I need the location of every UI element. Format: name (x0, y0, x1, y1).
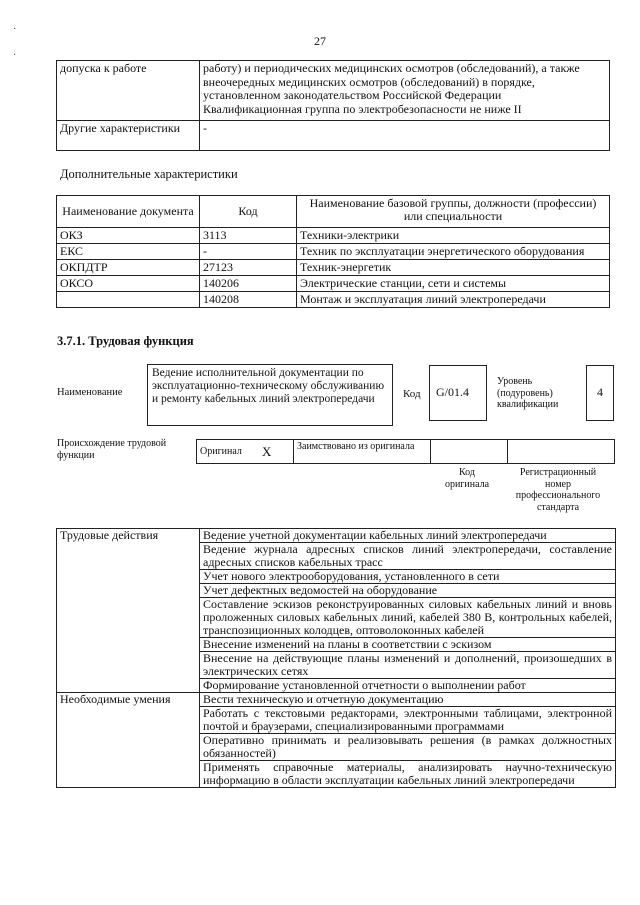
row-name: Техник-энергетик (297, 260, 610, 276)
access-table (56, 60, 610, 151)
row-code: 140208 (200, 292, 297, 308)
labor-action-item: Учет нового электрооборудования, установленного в сети (200, 570, 616, 584)
row-name: Электрические станции, сети и системы (297, 276, 610, 292)
labor-action-item: Внесение на действующие планы изменений и дополнений, произошедших в электрических сетях (200, 652, 616, 679)
labor-action-item: Внесение изменений на планы в соответствии с эскизом (200, 638, 616, 652)
code-value-box: G/01.4 (429, 365, 487, 421)
skill-item: Работать с текстовыми редакторами, электронными таблицами, электронной почтой и браузерами, специализированными программами (200, 707, 616, 734)
additional-table (56, 195, 610, 308)
cell-text: - (200, 121, 610, 151)
original-mark: X (259, 440, 294, 464)
header-doc: Наименование документа (57, 196, 200, 228)
origin-table (196, 439, 615, 464)
row-code: 3113 (200, 228, 297, 244)
row-doc: ЕКС (57, 244, 200, 260)
labor-action-item: Ведение журнала адресных списков линий электропередачи, составление адресных списков кабельных трасс (200, 543, 616, 570)
row-code: 27123 (200, 260, 297, 276)
name-value-box: Ведение исполнительной документации по эксплуатационно-техническому обслуживанию и ремонту кабельных линий электропередачи (147, 364, 393, 426)
row-doc: ОКСО (57, 276, 200, 292)
labor-action-item: Учет дефектных ведомостей на оборудование (200, 584, 616, 598)
row-doc (57, 292, 200, 308)
labor-action-item: Ведение учетной документации кабельных линий электропередачи (200, 529, 616, 543)
actions-table (56, 528, 616, 788)
original-label: Оригинал (197, 440, 260, 464)
skill-item: Оперативно принимать и реализовывать решения (в рамках должностных обязанностей) (200, 734, 616, 761)
reg-caption: Регистрационный номер профессионального стандарта (515, 467, 601, 513)
labor-actions-label: Трудовые действия (57, 529, 200, 693)
row-code: 140206 (200, 276, 297, 292)
reg-number-cell (508, 440, 615, 464)
scan-mark: · (13, 24, 17, 35)
section-heading: 3.7.1. Трудовая функция (57, 334, 194, 348)
row-doc: ОКЗ (57, 228, 200, 244)
name-label: Наименование (57, 387, 123, 398)
row-name: Техник по эксплуатации энергетического оборудования (297, 244, 610, 260)
original-code-cell (431, 440, 508, 464)
code-caption: Код оригинала (444, 467, 490, 490)
skills-label: Необходимые умения (57, 693, 200, 788)
page-number: 27 (314, 34, 326, 48)
code-label: Код (403, 388, 421, 400)
cell-label: Другие характеристики (57, 121, 200, 151)
level-label: Уровень (подуровень) квалификации (497, 376, 559, 410)
skill-item: Вести техническую и отчетную документацию (200, 693, 616, 707)
cell-label: допуска к работе (57, 61, 200, 121)
origin-label: Происхождение трудовой функции (57, 438, 167, 461)
header-name: Наименование базовой группы, должности (профессии) или специальности (297, 196, 610, 228)
additional-heading: Дополнительные характеристики (60, 167, 238, 181)
level-value-box: 4 (586, 365, 614, 421)
skill-item: Применять справочные материалы, анализировать научно-техническую информацию в области эксплуатации кабельных линий электропередачи (200, 761, 616, 788)
borrowed-label: Заимствовано из оригинала (294, 440, 431, 464)
labor-action-item: Формирование установленной отчетности о выполнении работ (200, 679, 616, 693)
labor-action-item: Составление эскизов реконструированных силовых кабельных линий и вновь проложенных силовых кабельных линий, кабелей 380 В, контрольных кабелей, транспозиционных колодцев, оптоволоконных кабелей (200, 598, 616, 638)
row-name: Монтаж и эксплуатация линий электропередачи (297, 292, 610, 308)
header-code: Код (200, 196, 297, 228)
row-name: Техники-электрики (297, 228, 610, 244)
cell-text: работу) и периодических медицинских осмотров (обследований), а также внеочередных медицинских осмотров (обследований) в порядке, установленном законодательством Российской Федерации Квалификационная группа по электробезопасности не ниже II (200, 61, 610, 121)
row-code: - (200, 244, 297, 260)
row-doc: ОКПДТР (57, 260, 200, 276)
scan-mark: · (13, 50, 17, 61)
